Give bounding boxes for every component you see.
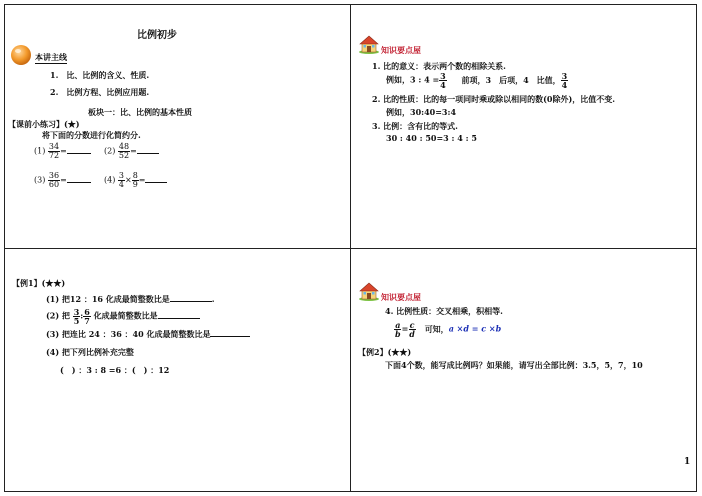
equals: = [60, 175, 67, 185]
knowledge-house-icon [358, 281, 380, 301]
knowledge-item-2: 2. 比的性质：比的每一项同时乘或除以相同的数(0除外)，比值不变. [372, 94, 616, 104]
fraction-3-5: $\frac{3}{5}$ [73, 307, 80, 326]
example-1-line-4: (4) 把下列比例补充完整 [46, 347, 134, 357]
example-suffix: 前项，3 后项，4 比值， [461, 74, 561, 85]
example-1-line-2 [46, 308, 200, 325]
times-sign: × [124, 175, 132, 185]
answer-blank [158, 318, 200, 319]
answer-blank [67, 153, 91, 154]
equals: = [138, 175, 146, 185]
answer-blank [145, 182, 167, 183]
equals: = [60, 146, 67, 156]
knowledge-item-2-example: 例如，30:40=3:4 [386, 107, 457, 117]
problem-3-label: (3) [34, 175, 46, 185]
line-text: (1) 把12 ：16 化成最简整数比是 [46, 294, 170, 304]
colon: : [80, 310, 84, 321]
line-text: 化成最简整数比是 [93, 310, 158, 321]
problem-4-label: (4) [104, 175, 116, 185]
knowledge-item-1: 1. 比的意义：表示两个数的相除关系. [372, 61, 506, 71]
answer-blank [210, 336, 250, 337]
knowledge-item-4: 4. 比例性质：交叉相乘，积相等. [385, 306, 503, 316]
problem-4 [104, 172, 167, 189]
example-2-label: 【例2】(★★) [358, 347, 412, 357]
knowledge-title: 知识要点屋 [381, 292, 421, 302]
proportion-formula [394, 321, 501, 338]
problem-2-fraction: $\frac{48}{52}$ [118, 142, 130, 160]
example-1-line-1 [46, 295, 215, 305]
answer-blank [170, 301, 212, 302]
problem-1 [34, 143, 91, 160]
knowledge-house-icon [358, 34, 380, 54]
example-1-line-5: ( ) ：3 : 8 =6 ：( ) ：12 [60, 365, 170, 375]
example-1-line-3 [46, 330, 250, 340]
knowledge-title: 知识要点屋 [381, 45, 421, 55]
problem-1-fraction: $\frac{34}{72}$ [48, 142, 60, 160]
fraction-c-d: $\frac{c}{d}$ [409, 320, 415, 339]
problem-4-fraction-a: $\frac{3}{4}$ [118, 171, 124, 189]
main-item-1: 1. 比、比例的含义、性质. [50, 70, 150, 80]
equals: = [401, 323, 409, 334]
ratio-value-fraction: $\frac{3}{4}$ [561, 71, 568, 90]
example-prefix: 例如，3 : 4 = [386, 74, 440, 85]
section-heading: 板块一：比、比例的基本性质 [88, 107, 192, 117]
answer-blank [137, 153, 159, 154]
fraction-6-7: $\frac{6}{7}$ [84, 307, 90, 326]
example-fraction: $\frac{3}{4}$ [440, 71, 446, 90]
cross-product-formula: a ×d = c ×b [448, 323, 502, 334]
problem-3-fraction: $\frac{36}{60}$ [48, 171, 60, 189]
knowledge-item-3: 3. 比例：含有比的等式. [372, 121, 458, 131]
line-text: (3) 把连比 24 ：36 ：40 化成最简整数比是 [46, 329, 211, 339]
problem-2 [104, 143, 159, 160]
example-1-label: 【例1】(★★) [12, 278, 66, 288]
orange-ball-icon [10, 43, 32, 67]
equals: = [130, 146, 137, 156]
main-line-label: 本讲主线 [35, 52, 67, 62]
exercise-label: 【课前小练习】(★) [8, 119, 80, 129]
problem-2-label: (2) [104, 146, 116, 156]
knowledge-item-3-example: 30 : 40 : 50=3 : 4 : 5 [386, 133, 477, 143]
period: . [211, 294, 215, 304]
fraction-a-b: $\frac{a}{b}$ [395, 320, 401, 339]
answer-blank [67, 182, 91, 183]
main-item-2: 2. 比例方程、比例应用题. [50, 87, 150, 97]
exercise-prompt: 将下面的分数进行化简约分. [42, 130, 141, 140]
problem-4-fraction-b: $\frac{8}{9}$ [132, 171, 138, 189]
page-title: 比例初步 [137, 30, 177, 41]
problem-1-label: (1) [34, 146, 46, 156]
problem-3 [34, 172, 91, 189]
example-2-text: 下面4个数，能写成比例吗？如果能，请写出全部比例：3.5，5，7，10 [385, 360, 643, 370]
line-text: (2) 把 [46, 310, 70, 321]
knowledge-item-1-example [386, 72, 568, 89]
page-number: 1 [684, 457, 691, 467]
horizontal-divider [4, 248, 697, 249]
so-text: 可知， [424, 323, 449, 334]
